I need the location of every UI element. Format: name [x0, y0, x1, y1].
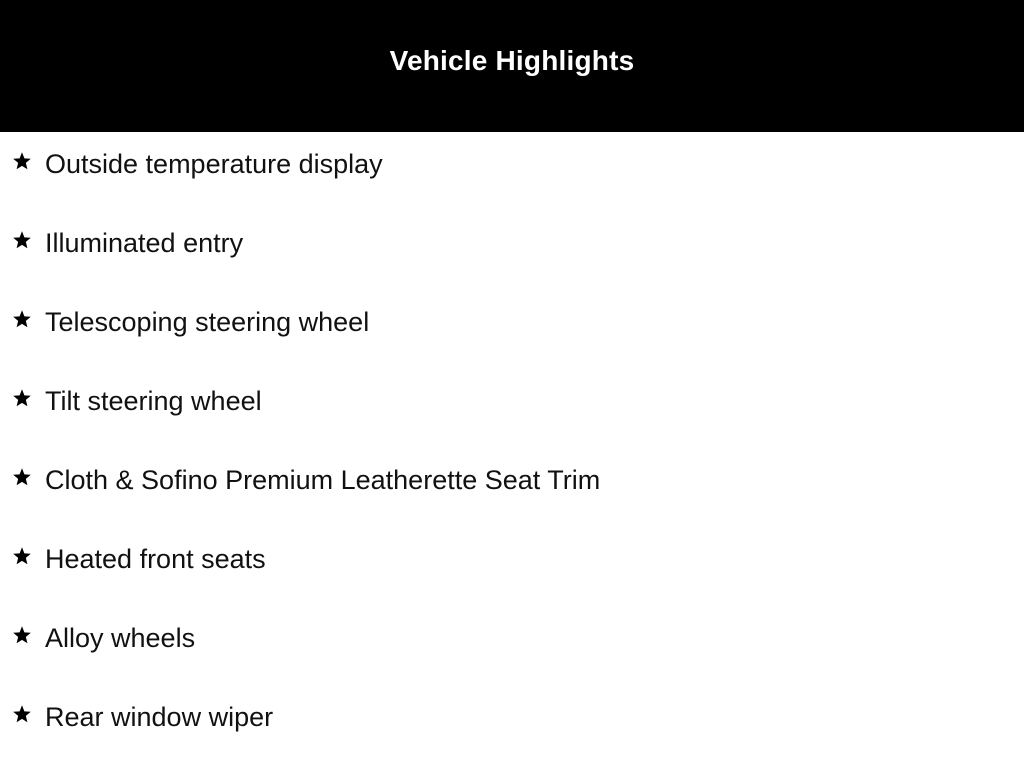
highlight-label: Illuminated entry: [45, 228, 244, 258]
star-icon: [11, 703, 33, 725]
list-item: [0, 361, 1024, 440]
star-icon: [11, 150, 33, 172]
highlight-label: Outside temperature display: [45, 149, 383, 179]
list-item: [0, 203, 1024, 282]
highlight-label: Tilt steering wheel: [45, 386, 262, 416]
page-title: Vehicle Highlights: [389, 45, 635, 76]
highlights-list: [0, 132, 1024, 756]
list-item: [0, 519, 1024, 598]
star-icon: [11, 387, 33, 409]
header-bar: [0, 0, 1024, 132]
star-icon: [11, 624, 33, 646]
highlight-label: Alloy wheels: [45, 623, 196, 653]
highlight-label: Heated front seats: [45, 544, 266, 574]
list-item: [0, 440, 1024, 519]
highlight-label: Cloth & Sofino Premium Leatherette Seat Trim: [45, 465, 601, 495]
highlight-label: Telescoping steering wheel: [45, 307, 370, 337]
star-icon: [11, 308, 33, 330]
list-item: [0, 124, 1024, 203]
list-item: [0, 282, 1024, 361]
list-item: [0, 677, 1024, 756]
highlight-label: Rear window wiper: [45, 702, 274, 732]
list-item: [0, 598, 1024, 677]
star-icon: [11, 545, 33, 567]
star-icon: [11, 466, 33, 488]
star-icon: [11, 229, 33, 251]
